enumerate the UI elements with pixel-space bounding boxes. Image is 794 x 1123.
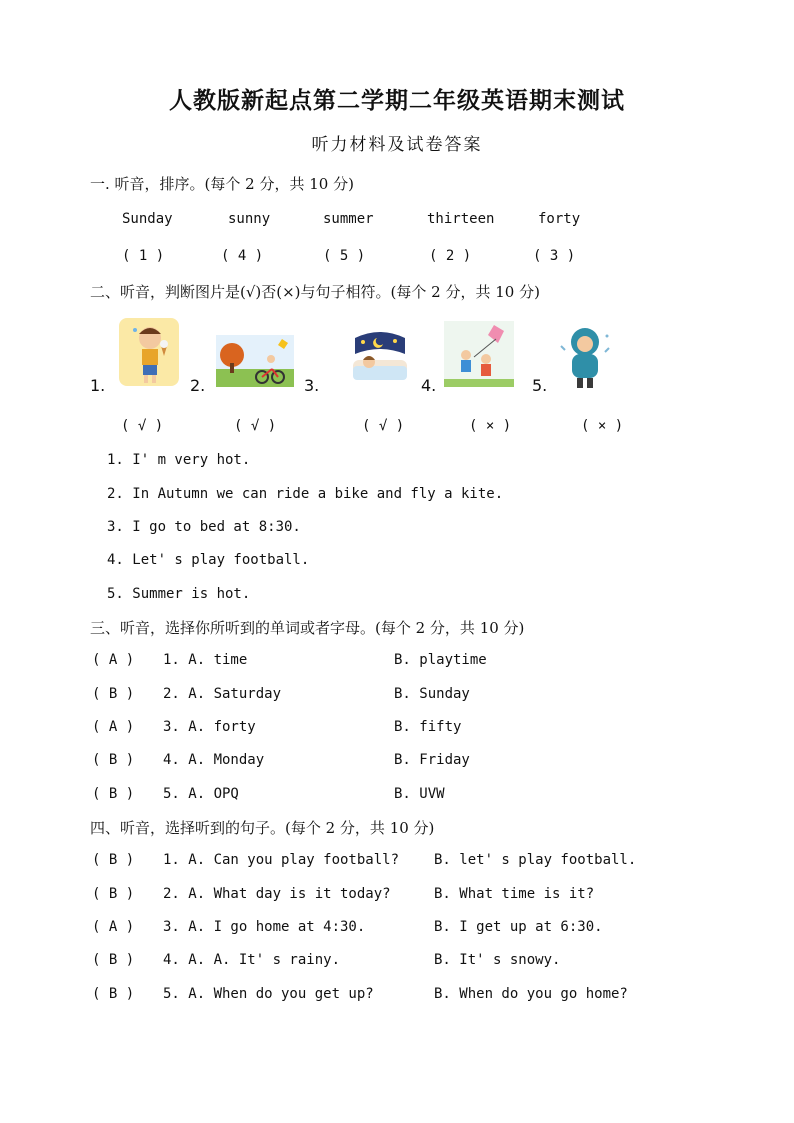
option-b: B. Friday: [394, 752, 470, 768]
option-a: 2. A. What day is it today?: [163, 886, 391, 902]
section4-heading: 四、听音，选择听到的句子。(每个 2 分，共 10 分): [90, 819, 435, 837]
section1-heading: 一. 听音，排序。(每个 2 分，共 10 分): [90, 175, 354, 193]
picture-number: 5.: [532, 376, 548, 395]
option-a: 1. A. time: [163, 652, 248, 668]
picture-number: 1.: [90, 376, 106, 395]
answer-blank[interactable]: ( A ): [92, 719, 135, 735]
answer-blank[interactable]: ( √ ): [362, 418, 405, 434]
option-a: 1. A. Can you play football?: [163, 852, 400, 868]
page-subtitle: 听力材料及试卷答案: [311, 135, 483, 155]
option-b: B. When do you go home?: [434, 986, 628, 1002]
answer-blank[interactable]: ( B ): [92, 886, 135, 902]
answer-blank[interactable]: ( 1 ): [122, 248, 165, 264]
word-item: Sunday: [122, 211, 173, 227]
option-a: 3. A. forty: [163, 719, 256, 735]
section2-heading: 二、听音，判断图片是(√)否(×)与句子相符。(每个 2 分，共 10 分): [90, 283, 540, 301]
listening-sentence: 1. I' m very hot.: [107, 452, 251, 468]
word-item: sunny: [228, 211, 271, 227]
answer-blank[interactable]: ( B ): [92, 986, 135, 1002]
answer-blank[interactable]: ( √ ): [234, 418, 277, 434]
answer-blank[interactable]: ( B ): [92, 852, 135, 868]
option-b: B. I get up at 6:30.: [434, 919, 603, 935]
word-item: forty: [538, 211, 581, 227]
listening-sentence: 5. Summer is hot.: [107, 586, 251, 602]
option-b: B. playtime: [394, 652, 487, 668]
cold-person-picture: [555, 322, 615, 390]
listening-sentence: 4. Let' s play football.: [107, 552, 310, 568]
answer-blank[interactable]: ( √ ): [121, 418, 164, 434]
option-a: 4. A. A. It' s rainy.: [163, 952, 341, 968]
autumn-bike-picture: [216, 335, 294, 387]
word-item: thirteen: [427, 211, 495, 227]
option-b: B. Sunday: [394, 686, 470, 702]
answer-blank[interactable]: ( 4 ): [221, 248, 264, 264]
answer-blank[interactable]: ( 5 ): [323, 248, 366, 264]
listening-sentence: 3. I go to bed at 8:30.: [107, 519, 301, 535]
section3-heading: 三、听音，选择你所听到的单词或者字母。(每个 2 分，共 10 分): [90, 619, 525, 637]
sleeping-picture: [349, 332, 411, 388]
kite-picture: [444, 321, 514, 387]
hot-child-picture: [117, 316, 181, 388]
option-a: 2. A. Saturday: [163, 686, 282, 702]
word-item: summer: [323, 211, 374, 227]
answer-blank[interactable]: ( A ): [92, 919, 135, 935]
answer-blank[interactable]: ( B ): [92, 752, 135, 768]
answer-blank[interactable]: ( × ): [581, 418, 624, 434]
answer-blank[interactable]: ( B ): [92, 686, 135, 702]
answer-blank[interactable]: ( A ): [92, 652, 135, 668]
picture-number: 2.: [190, 376, 206, 395]
answer-blank[interactable]: ( 3 ): [533, 248, 576, 264]
answer-blank[interactable]: ( 2 ): [429, 248, 472, 264]
option-b: B. What time is it?: [434, 886, 595, 902]
option-a: 5. A. When do you get up?: [163, 986, 374, 1002]
option-a: 5. A. OPQ: [163, 786, 239, 802]
option-b: B. let' s play football.: [434, 852, 637, 868]
page-title: 人教版新起点第二学期二年级英语期末测试: [169, 88, 625, 114]
answer-blank[interactable]: ( B ): [92, 952, 135, 968]
answer-blank[interactable]: ( B ): [92, 786, 135, 802]
option-a: 4. A. Monday: [163, 752, 265, 768]
picture-number: 4.: [421, 376, 437, 395]
answer-blank[interactable]: ( × ): [469, 418, 512, 434]
option-b: B. UVW: [394, 786, 445, 802]
picture-number: 3.: [304, 376, 320, 395]
listening-sentence: 2. In Autumn we can ride a bike and fly a kite.: [107, 486, 504, 502]
option-b: B. It' s snowy.: [434, 952, 561, 968]
option-a: 3. A. I go home at 4:30.: [163, 919, 366, 935]
option-b: B. fifty: [394, 719, 462, 735]
